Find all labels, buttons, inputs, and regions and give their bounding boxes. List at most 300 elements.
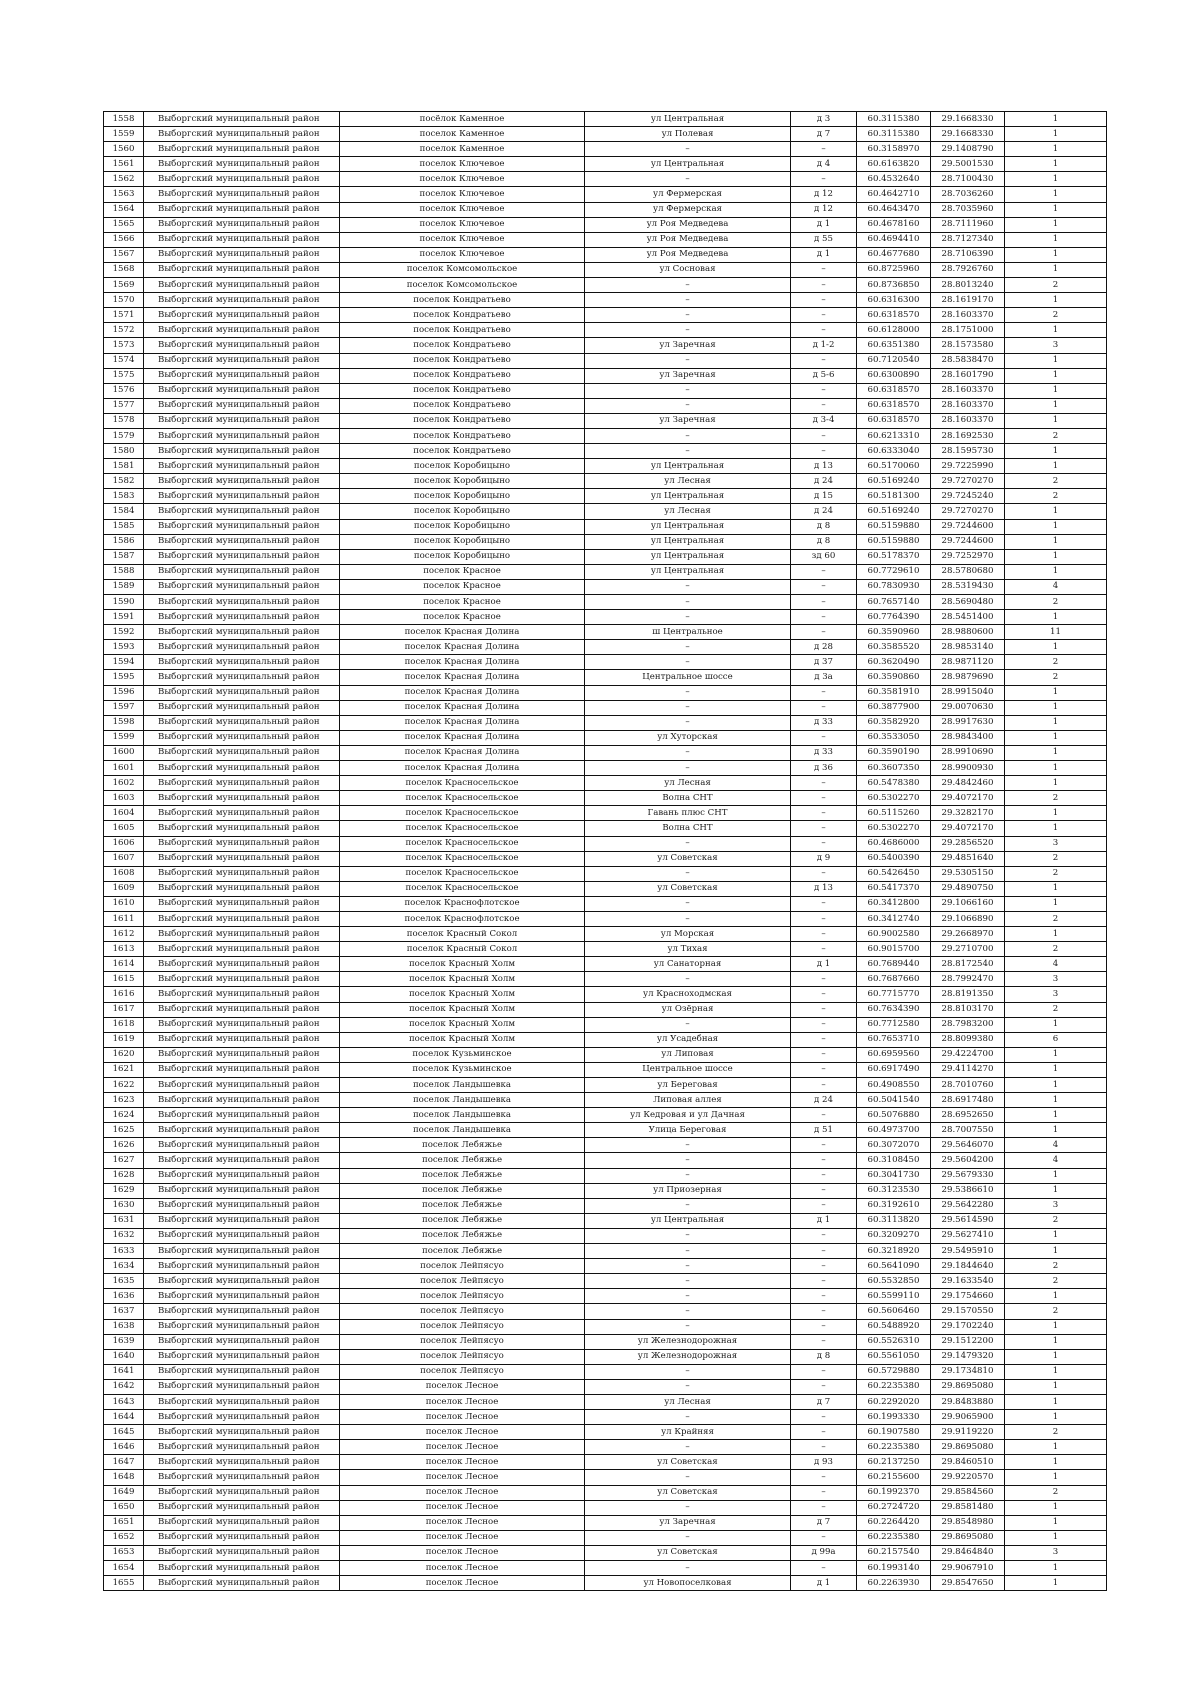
- house-cell: –: [791, 1485, 857, 1500]
- table-row: [104, 1364, 1107, 1379]
- street-cell: –: [585, 308, 791, 323]
- locality-cell: поселок Красная Долина: [340, 761, 585, 776]
- count-cell: 1: [1005, 353, 1107, 368]
- longitude-cell: 29.5627410: [931, 1228, 1005, 1243]
- district-cell: Выборгский муниципальный район: [144, 383, 340, 398]
- latitude-cell: 60.3877900: [857, 700, 931, 715]
- house-cell: –: [791, 942, 857, 957]
- district-cell: Выборгский муниципальный район: [144, 911, 340, 926]
- locality-cell: поселок Ключевое: [340, 247, 585, 262]
- locality-cell: поселок Ключевое: [340, 232, 585, 247]
- latitude-cell: 60.5169240: [857, 504, 931, 519]
- latitude-cell: 60.3412800: [857, 896, 931, 911]
- count-cell: 1: [1005, 564, 1107, 579]
- house-cell: д 37: [791, 655, 857, 670]
- longitude-cell: 28.8191350: [931, 987, 1005, 1002]
- locality-cell: поселок Красносельское: [340, 836, 585, 851]
- latitude-cell: 60.7120540: [857, 353, 931, 368]
- house-cell: –: [791, 1425, 857, 1440]
- longitude-cell: 29.4072170: [931, 791, 1005, 806]
- street-cell: ул Приозерная: [585, 1183, 791, 1198]
- locality-cell: поселок Кондратьево: [340, 323, 585, 338]
- house-cell: –: [791, 293, 857, 308]
- count-cell: 1: [1005, 1410, 1107, 1425]
- street-cell: ул Новопоселковая: [585, 1576, 791, 1591]
- district-cell: Выборгский муниципальный район: [144, 881, 340, 896]
- street-cell: ул Железнодорожная: [585, 1349, 791, 1364]
- count-cell: 1: [1005, 1244, 1107, 1259]
- street-cell: ул Липовая: [585, 1047, 791, 1062]
- latitude-cell: 60.3533050: [857, 730, 931, 745]
- count-cell: 2: [1005, 851, 1107, 866]
- street-cell: ул Советская: [585, 851, 791, 866]
- longitude-cell: 29.8464840: [931, 1545, 1005, 1560]
- table-row: [104, 564, 1107, 579]
- row-number-cell: 1605: [104, 821, 144, 836]
- house-cell: –: [791, 1168, 857, 1183]
- street-cell: ул Сосновая: [585, 262, 791, 277]
- locality-cell: поселок Кондратьево: [340, 398, 585, 413]
- house-cell: д 12: [791, 187, 857, 202]
- table-row: [104, 927, 1107, 942]
- count-cell: 1: [1005, 293, 1107, 308]
- table-row: [104, 1485, 1107, 1500]
- district-cell: Выборгский муниципальный район: [144, 851, 340, 866]
- longitude-cell: 28.5451400: [931, 610, 1005, 625]
- latitude-cell: 60.9015700: [857, 942, 931, 957]
- count-cell: 1: [1005, 247, 1107, 262]
- count-cell: 1: [1005, 1530, 1107, 1545]
- street-cell: ул Советская: [585, 1455, 791, 1470]
- longitude-cell: 29.1066890: [931, 911, 1005, 926]
- row-number-cell: 1568: [104, 262, 144, 277]
- house-cell: д 7: [791, 1515, 857, 1530]
- locality-cell: поселок Ключевое: [340, 202, 585, 217]
- latitude-cell: 60.7689440: [857, 957, 931, 972]
- house-cell: –: [791, 700, 857, 715]
- house-cell: –: [791, 866, 857, 881]
- street-cell: –: [585, 911, 791, 926]
- street-cell: ул Советская: [585, 1545, 791, 1560]
- locality-cell: поселок Красносельское: [340, 806, 585, 821]
- latitude-cell: 60.2235380: [857, 1440, 931, 1455]
- longitude-cell: 29.4072170: [931, 821, 1005, 836]
- district-cell: Выборгский муниципальный район: [144, 942, 340, 957]
- latitude-cell: 60.5561050: [857, 1349, 931, 1364]
- latitude-cell: 60.8736850: [857, 278, 931, 293]
- district-cell: Выборгский муниципальный район: [144, 157, 340, 172]
- longitude-cell: 28.7010760: [931, 1078, 1005, 1093]
- house-cell: д 8: [791, 1349, 857, 1364]
- district-cell: Выборгский муниципальный район: [144, 278, 340, 293]
- house-cell: –: [791, 896, 857, 911]
- street-cell: –: [585, 655, 791, 670]
- locality-cell: поселок Лесное: [340, 1394, 585, 1409]
- house-cell: д 13: [791, 459, 857, 474]
- row-number-cell: 1645: [104, 1425, 144, 1440]
- district-cell: Выборгский муниципальный район: [144, 1530, 340, 1545]
- street-cell: Волна СНТ: [585, 791, 791, 806]
- house-cell: –: [791, 1244, 857, 1259]
- row-number-cell: 1564: [104, 202, 144, 217]
- street-cell: ул Кедровая и ул Дачная: [585, 1108, 791, 1123]
- locality-cell: поселок Красная Долина: [340, 700, 585, 715]
- row-number-cell: 1587: [104, 549, 144, 564]
- district-cell: Выборгский муниципальный район: [144, 1228, 340, 1243]
- latitude-cell: 60.2292020: [857, 1394, 931, 1409]
- longitude-cell: 29.8483880: [931, 1394, 1005, 1409]
- street-cell: –: [585, 1259, 791, 1274]
- locality-cell: поселок Лебяжье: [340, 1183, 585, 1198]
- table-row: [104, 761, 1107, 776]
- longitude-cell: 28.5319430: [931, 579, 1005, 594]
- row-number-cell: 1609: [104, 881, 144, 896]
- street-cell: Липовая аллея: [585, 1093, 791, 1108]
- longitude-cell: 28.7035960: [931, 202, 1005, 217]
- table-row: [104, 1017, 1107, 1032]
- table-row: [104, 896, 1107, 911]
- locality-cell: поселок Лесное: [340, 1485, 585, 1500]
- district-cell: Выборгский муниципальный район: [144, 262, 340, 277]
- latitude-cell: 60.5488920: [857, 1319, 931, 1334]
- longitude-cell: 29.5614590: [931, 1213, 1005, 1228]
- table-row: [104, 217, 1107, 232]
- street-cell: Улица Береговая: [585, 1123, 791, 1138]
- house-cell: –: [791, 987, 857, 1002]
- table-row: [104, 1394, 1107, 1409]
- locality-cell: поселок Кондратьево: [340, 444, 585, 459]
- latitude-cell: 60.5729880: [857, 1364, 931, 1379]
- row-number-cell: 1590: [104, 595, 144, 610]
- longitude-cell: 28.9900930: [931, 761, 1005, 776]
- latitude-cell: 60.6318570: [857, 398, 931, 413]
- count-cell: 2: [1005, 670, 1107, 685]
- count-cell: 4: [1005, 579, 1107, 594]
- house-cell: д 3-4: [791, 413, 857, 428]
- street-cell: –: [585, 1561, 791, 1576]
- table-row: [104, 1274, 1107, 1289]
- row-number-cell: 1602: [104, 776, 144, 791]
- street-cell: ул Лесная: [585, 504, 791, 519]
- street-cell: ул Морская: [585, 927, 791, 942]
- locality-cell: поселок Комсомольское: [340, 278, 585, 293]
- latitude-cell: 60.6128000: [857, 323, 931, 338]
- street-cell: –: [585, 1319, 791, 1334]
- table-row: [104, 1259, 1107, 1274]
- house-cell: –: [791, 1198, 857, 1213]
- district-cell: Выборгский муниципальный район: [144, 700, 340, 715]
- latitude-cell: 60.6316300: [857, 293, 931, 308]
- house-cell: –: [791, 564, 857, 579]
- longitude-cell: 29.8695080: [931, 1440, 1005, 1455]
- street-cell: ул Заречная: [585, 368, 791, 383]
- row-number-cell: 1639: [104, 1334, 144, 1349]
- table-row: [104, 413, 1107, 428]
- row-number-cell: 1620: [104, 1047, 144, 1062]
- count-cell: 1: [1005, 444, 1107, 459]
- row-number-cell: 1629: [104, 1183, 144, 1198]
- table-row: [104, 1500, 1107, 1515]
- table-row: [104, 474, 1107, 489]
- latitude-cell: 60.7729610: [857, 564, 931, 579]
- latitude-cell: 60.1992370: [857, 1485, 931, 1500]
- row-number-cell: 1562: [104, 172, 144, 187]
- street-cell: –: [585, 1379, 791, 1394]
- house-cell: –: [791, 1304, 857, 1319]
- locality-cell: поселок Лесное: [340, 1455, 585, 1470]
- count-cell: 1: [1005, 685, 1107, 700]
- house-cell: –: [791, 1259, 857, 1274]
- house-cell: –: [791, 730, 857, 745]
- locality-cell: поселок Красносельское: [340, 866, 585, 881]
- locality-cell: поселок Красносельское: [340, 881, 585, 896]
- table-row: [104, 836, 1107, 851]
- street-cell: –: [585, 428, 791, 443]
- longitude-cell: 28.7106390: [931, 247, 1005, 262]
- row-number-cell: 1588: [104, 564, 144, 579]
- row-number-cell: 1648: [104, 1470, 144, 1485]
- longitude-cell: 29.4114270: [931, 1062, 1005, 1077]
- house-cell: –: [791, 1440, 857, 1455]
- count-cell: 2: [1005, 428, 1107, 443]
- district-cell: Выборгский муниципальный район: [144, 1289, 340, 1304]
- count-cell: 1: [1005, 202, 1107, 217]
- district-cell: Выборгский муниципальный район: [144, 1440, 340, 1455]
- district-cell: Выборгский муниципальный район: [144, 972, 340, 987]
- latitude-cell: 60.3209270: [857, 1228, 931, 1243]
- house-cell: д 24: [791, 1093, 857, 1108]
- street-cell: ул Полевая: [585, 127, 791, 142]
- latitude-cell: 60.5400390: [857, 851, 931, 866]
- district-cell: Выборгский муниципальный район: [144, 625, 340, 640]
- locality-cell: поселок Лесное: [340, 1425, 585, 1440]
- house-cell: –: [791, 262, 857, 277]
- house-cell: –: [791, 1047, 857, 1062]
- street-cell: –: [585, 1138, 791, 1153]
- row-number-cell: 1573: [104, 338, 144, 353]
- house-cell: –: [791, 791, 857, 806]
- street-cell: ул Заречная: [585, 1515, 791, 1530]
- longitude-cell: 29.9065900: [931, 1410, 1005, 1425]
- locality-cell: поселок Красный Холм: [340, 1017, 585, 1032]
- district-cell: Выборгский муниципальный район: [144, 776, 340, 791]
- latitude-cell: 60.5478380: [857, 776, 931, 791]
- count-cell: 1: [1005, 1561, 1107, 1576]
- street-cell: ул Роя Медведева: [585, 217, 791, 232]
- house-cell: д 3а: [791, 670, 857, 685]
- district-cell: Выборгский муниципальный район: [144, 1394, 340, 1409]
- latitude-cell: 60.1993330: [857, 1410, 931, 1425]
- count-cell: 3: [1005, 987, 1107, 1002]
- table-row: [104, 1545, 1107, 1560]
- district-cell: Выборгский муниципальный район: [144, 1319, 340, 1334]
- row-number-cell: 1616: [104, 987, 144, 1002]
- locality-cell: поселок Лесное: [340, 1470, 585, 1485]
- table-row: [104, 459, 1107, 474]
- district-cell: Выборгский муниципальный район: [144, 1002, 340, 1017]
- table-row: [104, 1198, 1107, 1213]
- count-cell: 1: [1005, 519, 1107, 534]
- district-cell: Выборгский муниципальный район: [144, 202, 340, 217]
- table-row: [104, 1002, 1107, 1017]
- district-cell: Выборгский муниципальный район: [144, 1138, 340, 1153]
- locality-cell: поселок Лебяжье: [340, 1138, 585, 1153]
- longitude-cell: 28.7111960: [931, 217, 1005, 232]
- longitude-cell: 29.4890750: [931, 881, 1005, 896]
- longitude-cell: 29.5386610: [931, 1183, 1005, 1198]
- longitude-cell: 29.7270270: [931, 474, 1005, 489]
- row-number-cell: 1578: [104, 413, 144, 428]
- house-cell: –: [791, 1470, 857, 1485]
- house-cell: –: [791, 1561, 857, 1576]
- count-cell: 1: [1005, 927, 1107, 942]
- district-cell: Выборгский муниципальный район: [144, 1213, 340, 1228]
- district-cell: Выборгский муниципальный район: [144, 504, 340, 519]
- longitude-cell: 29.0070630: [931, 700, 1005, 715]
- district-cell: Выборгский муниципальный район: [144, 1078, 340, 1093]
- locality-cell: поселок Лейпясуо: [340, 1289, 585, 1304]
- row-number-cell: 1628: [104, 1168, 144, 1183]
- latitude-cell: 60.2157540: [857, 1545, 931, 1560]
- longitude-cell: 29.4851640: [931, 851, 1005, 866]
- row-number-cell: 1581: [104, 459, 144, 474]
- latitude-cell: 60.5532850: [857, 1274, 931, 1289]
- table-row: [104, 1515, 1107, 1530]
- row-number-cell: 1569: [104, 278, 144, 293]
- row-number-cell: 1586: [104, 534, 144, 549]
- count-cell: 2: [1005, 866, 1107, 881]
- locality-cell: поселок Коробицыно: [340, 519, 585, 534]
- locality-cell: поселок Красная Долина: [340, 670, 585, 685]
- locality-cell: поселок Лесное: [340, 1500, 585, 1515]
- house-cell: –: [791, 1500, 857, 1515]
- row-number-cell: 1654: [104, 1561, 144, 1576]
- longitude-cell: 29.5001530: [931, 157, 1005, 172]
- row-number-cell: 1638: [104, 1319, 144, 1334]
- longitude-cell: 29.8581480: [931, 1500, 1005, 1515]
- house-cell: д 1: [791, 1213, 857, 1228]
- count-cell: 1: [1005, 172, 1107, 187]
- house-cell: д 51: [791, 1123, 857, 1138]
- locality-cell: поселок Коробицыно: [340, 489, 585, 504]
- locality-cell: поселок Лебяжье: [340, 1228, 585, 1243]
- latitude-cell: 60.3581910: [857, 685, 931, 700]
- street-cell: –: [585, 1017, 791, 1032]
- locality-cell: поселок Красносельское: [340, 776, 585, 791]
- row-number-cell: 1560: [104, 142, 144, 157]
- street-cell: ул Роя Медведева: [585, 232, 791, 247]
- longitude-cell: 29.7270270: [931, 504, 1005, 519]
- street-cell: –: [585, 1168, 791, 1183]
- longitude-cell: 29.1734810: [931, 1364, 1005, 1379]
- latitude-cell: 60.3123530: [857, 1183, 931, 1198]
- longitude-cell: 28.7127340: [931, 232, 1005, 247]
- longitude-cell: 28.1603370: [931, 308, 1005, 323]
- district-cell: Выборгский муниципальный район: [144, 232, 340, 247]
- table-row: [104, 1168, 1107, 1183]
- house-cell: –: [791, 1274, 857, 1289]
- locality-cell: поселок Лейпясуо: [340, 1334, 585, 1349]
- street-cell: –: [585, 610, 791, 625]
- count-cell: 1: [1005, 1394, 1107, 1409]
- count-cell: 1: [1005, 142, 1107, 157]
- house-cell: –: [791, 1410, 857, 1425]
- longitude-cell: 28.9853140: [931, 640, 1005, 655]
- table-row: [104, 308, 1107, 323]
- locality-cell: поселок Кондратьево: [340, 368, 585, 383]
- row-number-cell: 1642: [104, 1379, 144, 1394]
- longitude-cell: 29.8695080: [931, 1530, 1005, 1545]
- row-number-cell: 1591: [104, 610, 144, 625]
- count-cell: 1: [1005, 1093, 1107, 1108]
- district-cell: Выборгский муниципальный район: [144, 1576, 340, 1591]
- street-cell: ул Советская: [585, 1485, 791, 1500]
- street-cell: ул Лесная: [585, 776, 791, 791]
- table-row: [104, 1123, 1107, 1138]
- district-cell: Выборгский муниципальный район: [144, 1334, 340, 1349]
- district-cell: Выборгский муниципальный район: [144, 896, 340, 911]
- count-cell: 1: [1005, 217, 1107, 232]
- row-number-cell: 1607: [104, 851, 144, 866]
- district-cell: Выборгский муниципальный район: [144, 519, 340, 534]
- count-cell: 1: [1005, 413, 1107, 428]
- district-cell: Выборгский муниципальный район: [144, 293, 340, 308]
- longitude-cell: 29.7244600: [931, 534, 1005, 549]
- district-cell: Выборгский муниципальный район: [144, 217, 340, 232]
- count-cell: 1: [1005, 1470, 1107, 1485]
- district-cell: Выборгский муниципальный район: [144, 1198, 340, 1213]
- locality-cell: поселок Коробицыно: [340, 504, 585, 519]
- locality-cell: поселок Комсомольское: [340, 262, 585, 277]
- house-cell: д 9: [791, 851, 857, 866]
- district-cell: Выборгский муниципальный район: [144, 1168, 340, 1183]
- row-number-cell: 1617: [104, 1002, 144, 1017]
- street-cell: ул Центральная: [585, 157, 791, 172]
- row-number-cell: 1615: [104, 972, 144, 987]
- locality-cell: поселок Ландышевка: [340, 1078, 585, 1093]
- latitude-cell: 60.5181300: [857, 489, 931, 504]
- longitude-cell: 28.7983200: [931, 1017, 1005, 1032]
- row-number-cell: 1630: [104, 1198, 144, 1213]
- locality-cell: поселок Ключевое: [340, 187, 585, 202]
- longitude-cell: 28.9843400: [931, 730, 1005, 745]
- latitude-cell: 60.6333040: [857, 444, 931, 459]
- house-cell: –: [791, 308, 857, 323]
- count-cell: 2: [1005, 474, 1107, 489]
- longitude-cell: 28.7007550: [931, 1123, 1005, 1138]
- table-row: [104, 715, 1107, 730]
- street-cell: ул Центральная: [585, 1213, 791, 1228]
- longitude-cell: 29.4842460: [931, 776, 1005, 791]
- house-cell: д 33: [791, 745, 857, 760]
- row-number-cell: 1599: [104, 730, 144, 745]
- row-number-cell: 1577: [104, 398, 144, 413]
- latitude-cell: 60.7687660: [857, 972, 931, 987]
- locality-cell: поселок Лесное: [340, 1515, 585, 1530]
- street-cell: –: [585, 1530, 791, 1545]
- table-row: [104, 142, 1107, 157]
- street-cell: ул Лесная: [585, 474, 791, 489]
- locality-cell: поселок Лесное: [340, 1545, 585, 1560]
- locality-cell: поселок Ландышевка: [340, 1108, 585, 1123]
- row-number-cell: 1592: [104, 625, 144, 640]
- latitude-cell: 60.2235380: [857, 1379, 931, 1394]
- row-number-cell: 1598: [104, 715, 144, 730]
- district-cell: Выборгский муниципальный район: [144, 308, 340, 323]
- row-number-cell: 1582: [104, 474, 144, 489]
- longitude-cell: 29.8548980: [931, 1515, 1005, 1530]
- longitude-cell: 29.8460510: [931, 1455, 1005, 1470]
